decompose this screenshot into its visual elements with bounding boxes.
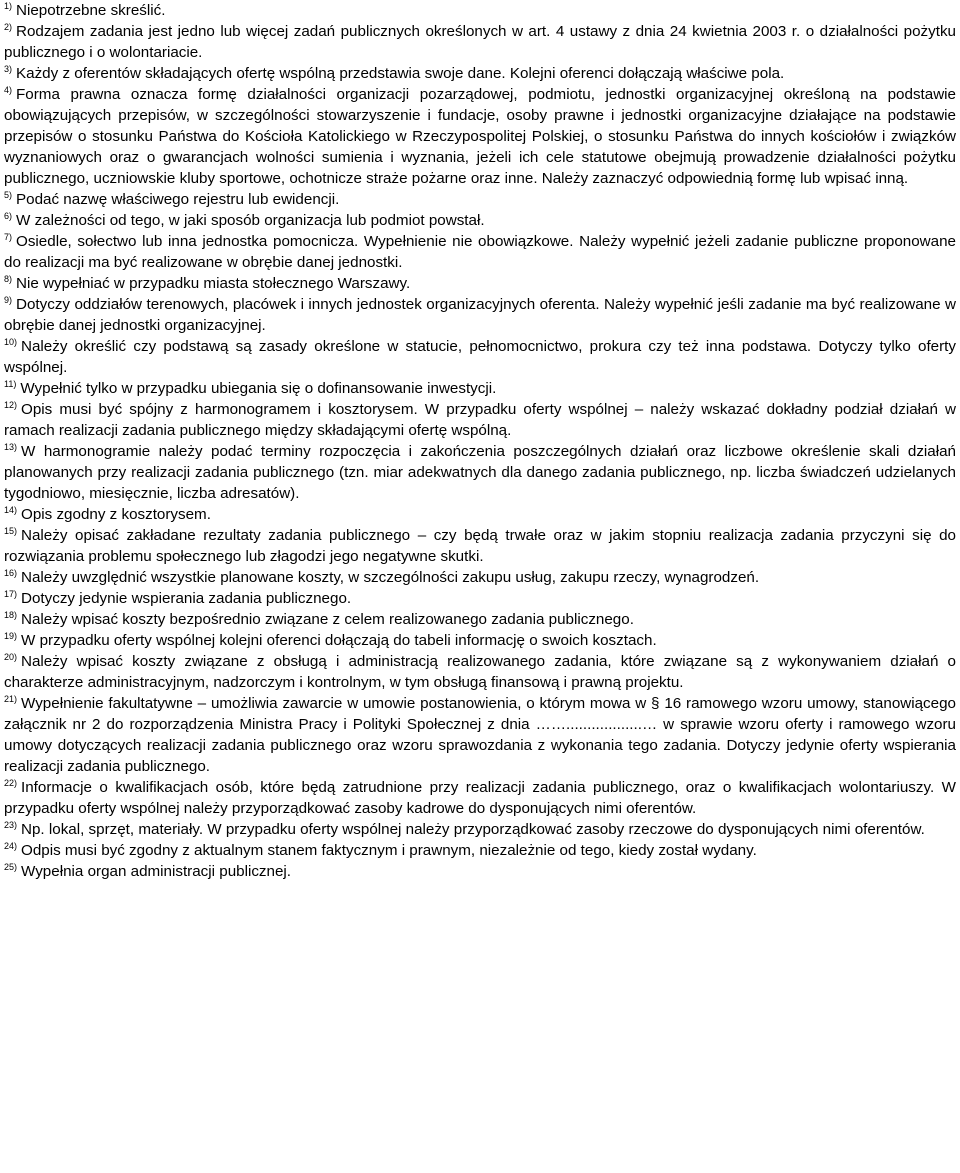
footnote-text: Wypełnia organ administracji publicznej. (21, 863, 292, 880)
footnote-text: Należy wpisać koszty związane z obsługą i administracją realizowanego zadania, które związane są z wykonywaniem działań o charakterze administracyjnym, nadzorczym i kontrolnym, w tym obsługą finansową i prawną projektu. (4, 653, 956, 691)
footnote-23 (4, 819, 956, 840)
footnote-number: 6) (4, 211, 13, 221)
footnote-number: 24) (4, 841, 18, 851)
footnote-number: 16) (4, 568, 18, 578)
footnote-text: Podać nazwę właściwego rejestru lub ewidencji. (16, 191, 340, 208)
footnote-number: 3) (4, 64, 13, 74)
footnote-8 (4, 273, 956, 294)
footnote-3 (4, 63, 956, 84)
footnote-number: 21) (4, 694, 18, 704)
footnote-number: 1) (4, 1, 13, 11)
footnote-15 (4, 525, 956, 567)
footnote-text: Np. lokal, sprzęt, materiały. W przypadku oferty wspólnej należy przyporządkować zasoby rzeczowe do dysponujących nimi oferentów. (21, 821, 925, 838)
footnote-number: 25) (4, 862, 18, 872)
footnote-text: Odpis musi być zgodny z aktualnym stanem faktycznym i prawnym, niezależnie od tego, kiedy został wydany. (21, 842, 757, 859)
footnote-text: Nie wypełniać w przypadku miasta stołecznego Warszawy. (16, 275, 411, 292)
footnote-5 (4, 189, 956, 210)
footnote-1 (4, 0, 956, 21)
footnote-text: Dotyczy oddziałów terenowych, placówek i innych jednostek organizacyjnych oferenta. Należy wypełnić jeśli zadanie ma być realizowane w obrębie danej jednostki organizacyjnej. (4, 296, 956, 334)
footnote-4 (4, 84, 956, 189)
footnote-number: 8) (4, 274, 13, 284)
footnote-text: Należy opisać zakładane rezultaty zadania publicznego – czy będą trwałe oraz w jakim stopniu realizacja zadania przyczyni się do rozwiązania problemu społecznego lub złagodzi jego negatywne skutki. (4, 527, 956, 565)
footnote-text: Należy określić czy podstawą są zasady określone w statucie, pełnomocnictwo, prokura czy też inna podstawa. Dotyczy tylko oferty wspólnej. (4, 338, 956, 376)
footnote-number: 2) (4, 22, 13, 32)
footnote-7 (4, 231, 956, 273)
footnote-text: Forma prawna oznacza formę działalności organizacji pozarządowej, podmiotu, jednostki organizacyjnej określoną na podstawie obowiązujących przepisów, w szczególności stowarzyszenie i fundacje, osoby prawne i jednostki organizacyjne działające na podstawie przepisów o stosunku Państwa do Kościoła Katolickiego w Rzeczypospolitej Polskiej, o stosunku Państwa do innych kościołów i związków wyznaniowych oraz o gwarancjach wolności sumienia i wyznania, jeżeli ich cele statutowe obejmują prowadzenie działalności pożytku publicznego, uczniowskie kluby sportowe, ochotnicze straże pożarne oraz inne. Należy zaznaczyć odpowiednią formę lub wpisać inną. (4, 86, 956, 187)
footnote-11 (4, 378, 956, 399)
footnote-text: Niepotrzebne skreślić. (16, 2, 166, 19)
footnote-number: 13) (4, 442, 18, 452)
footnote-number: 22) (4, 778, 18, 788)
footnote-20 (4, 651, 956, 693)
footnote-number: 4) (4, 85, 13, 95)
footnote-number: 20) (4, 652, 18, 662)
footnote-24 (4, 840, 956, 861)
footnote-16 (4, 567, 956, 588)
footnote-text: Wypełnienie fakultatywne – umożliwia zawarcie w umowie postanowienia, o którym mowa w § 16 ramowego wzoru umowy, stanowiącego załącznik nr 2 do rozporządzenia Ministra Pracy i Polityki Społecznej z dnia ……..................… w sprawie wzoru oferty i ramowego wzoru umowy dotyczących realizacji zadania publicznego oraz wzoru sprawozdania z wykonania tego zadania. Dotyczy jedynie oferty wspierania realizacji zadania publicznego. (4, 695, 956, 775)
footnote-text: Rodzajem zadania jest jedno lub więcej zadań publicznych określonych w art. 4 ustawy z dnia 24 kwietnia 2003 r. o działalności pożytku publicznego i o wolontariacie. (4, 23, 956, 61)
footnote-13 (4, 441, 956, 504)
footnote-text: Opis zgodny z kosztorysem. (21, 506, 211, 523)
footnote-22 (4, 777, 956, 819)
footnote-text: Dotyczy jedynie wspierania zadania publicznego. (21, 590, 352, 607)
footnote-text: Każdy z oferentów składających ofertę wspólną przedstawia swoje dane. Kolejni oferenci dołączają właściwe pola. (16, 65, 785, 82)
footnote-text: Informacje o kwalifikacjach osób, które będą zatrudnione przy realizacji zadania publicznego, oraz o kwalifikacjach wolontariuszy. W przypadku oferty wspólnej należy przyporządkować zasoby kadrowe do dysponujących nimi oferentów. (4, 779, 956, 817)
footnote-number: 9) (4, 295, 13, 305)
footnote-number: 15) (4, 526, 18, 536)
footnote-text: W harmonogramie należy podać terminy rozpoczęcia i zakończenia poszczególnych działań oraz liczbowe określenie skali działań planowanych przy realizacji zadania publicznego (tzn. miar adekwatnych dla danego zadania publicznego, np. liczba świadczeń udzielanych tygodniowo, miesięcznie, liczba adresatów). (4, 443, 956, 502)
footnote-17 (4, 588, 956, 609)
footnote-14 (4, 504, 956, 525)
footnote-number: 17) (4, 589, 18, 599)
footnote-text: Opis musi być spójny z harmonogramem i kosztorysem. W przypadku oferty wspólnej – należy wskazać dokładny podział działań w ramach realizacji zadania publicznego między składającymi ofertę wspólną. (4, 401, 956, 439)
footnote-18 (4, 609, 956, 630)
footnote-number: 11) (4, 379, 17, 389)
footnote-text: W przypadku oferty wspólnej kolejni oferenci dołączają do tabeli informację o swoich kosztach. (21, 632, 657, 649)
footnote-text: Należy wpisać koszty bezpośrednio związane z celem realizowanego zadania publicznego. (21, 611, 634, 628)
footnote-text: Należy uwzględnić wszystkie planowane koszty, w szczególności zakupu usług, zakupu rzeczy, wynagrodzeń. (21, 569, 760, 586)
footnote-number: 5) (4, 190, 13, 200)
footnote-number: 12) (4, 400, 18, 410)
footnote-6 (4, 210, 956, 231)
footnote-number: 7) (4, 232, 13, 242)
footnote-19 (4, 630, 956, 651)
footnote-number: 19) (4, 631, 18, 641)
footnote-21 (4, 693, 956, 777)
footnote-number: 10) (4, 337, 18, 347)
footnote-12 (4, 399, 956, 441)
footnote-2 (4, 21, 956, 63)
footnote-text: Osiedle, sołectwo lub inna jednostka pomocnicza. Wypełnienie nie obowiązkowe. Należy wypełnić jeżeli zadanie publiczne proponowane do realizacji ma być realizowane w obrębie danej jednostki. (4, 233, 956, 271)
footnote-9 (4, 294, 956, 336)
footnote-number: 18) (4, 610, 18, 620)
footnote-number: 23) (4, 820, 18, 830)
footnote-25 (4, 861, 956, 882)
footnote-text: W zależności od tego, w jaki sposób organizacja lub podmiot powstał. (16, 212, 485, 229)
footnotes-list (4, 0, 956, 882)
footnote-number: 14) (4, 505, 18, 515)
footnote-10 (4, 336, 956, 378)
footnote-text: Wypełnić tylko w przypadku ubiegania się o dofinansowanie inwestycji. (20, 380, 497, 397)
